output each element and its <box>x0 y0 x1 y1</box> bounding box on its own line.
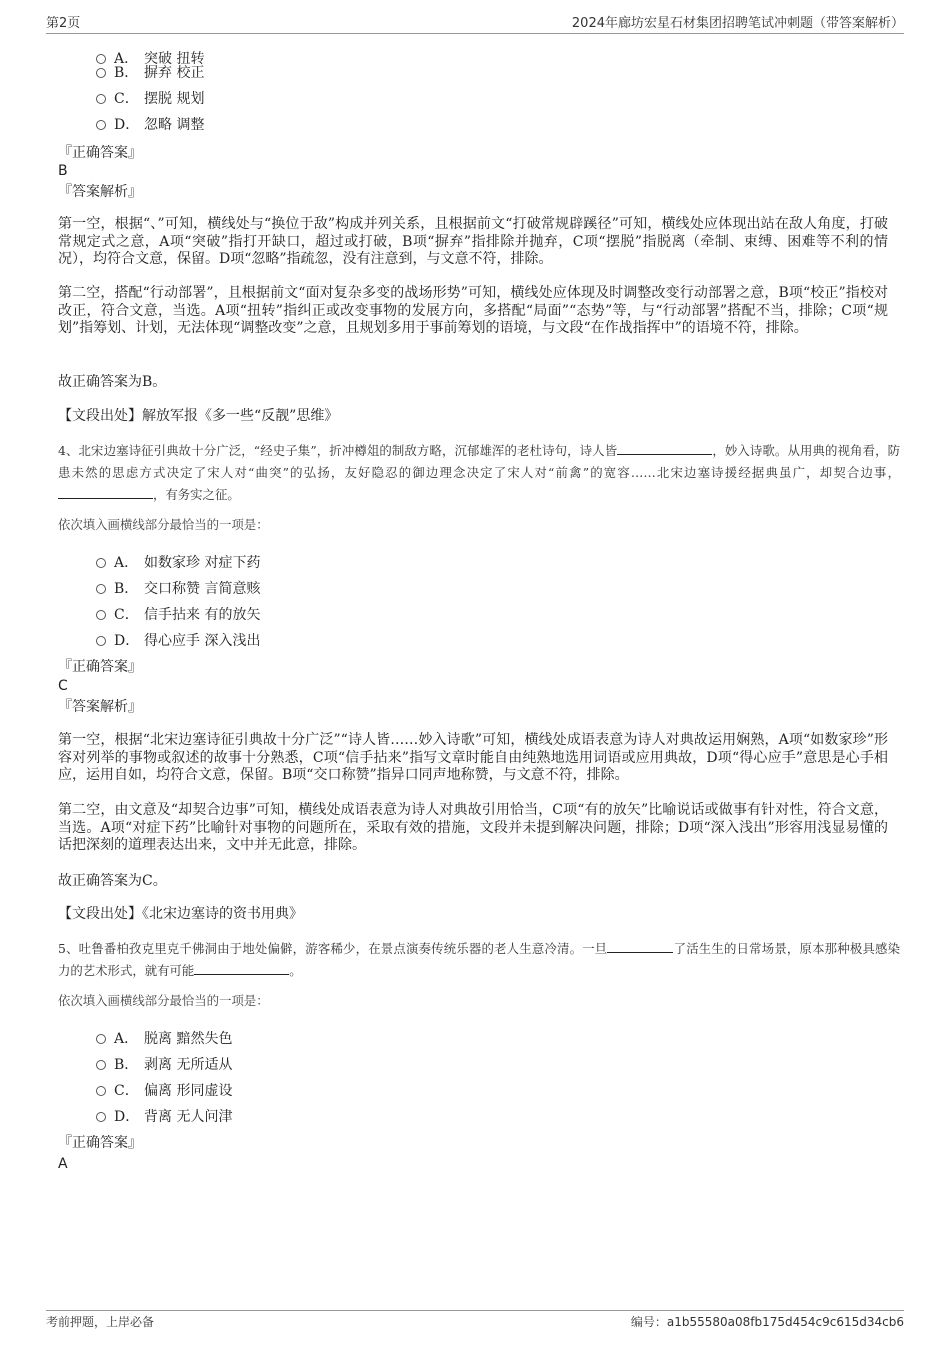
option-b[interactable]: B． 剥离 无所适从 <box>96 1056 232 1074</box>
question-5-text: 5、吐鲁番柏孜克里克千佛洞由于地处偏僻，游客稀少，在景点演奏传统乐器的老人生意冷清。一旦 了活生生的日常场景，原本那种极具感染力的艺术形式，就有可能 。 <box>58 941 901 978</box>
radio-icon[interactable] <box>96 54 106 64</box>
question-prompt: 依次填入画横线部分最恰当的一项是： <box>58 517 269 532</box>
radio-icon[interactable] <box>96 94 106 104</box>
conclusion: 故正确答案为B。 <box>58 374 167 390</box>
page-number: 第2页 <box>46 16 81 31</box>
analysis-paragraph-1: 第一空，根据“、”可知，横线处与“换位于敌”构成并列关系，且根据前文“打破常规辟蹊径”可知，横线处应体现出站在敌人角度，打破常规定式之意，A项“突破”指打开缺口，超过或打破，B项“摒弃”指排除并抛弃，C项“摆脱”指脱离（牵制、束缚、困难等不利的情况），均符合文意，保留。D项“忽略”指疏忽，没有注意到，与文意不符，排除。 <box>58 216 888 267</box>
option-c[interactable]: C． 摆脱 规划 <box>96 90 204 108</box>
answer-label: 『正确答案』 <box>58 1135 142 1151</box>
option-c[interactable]: C． 信手拈来 有的放矢 <box>96 606 260 624</box>
radio-icon[interactable] <box>96 1112 106 1122</box>
source-citation: 【文段出处】解放军报《多一些“反靓”思维》 <box>58 408 339 424</box>
correct-answer: B <box>58 163 68 179</box>
option-a[interactable]: A． 突破 扭转 <box>96 50 204 68</box>
header-divider <box>46 33 904 34</box>
document-title: 2024年廊坊宏星石材集团招聘笔试冲刺题（带答案解析） <box>571 16 904 31</box>
conclusion: 故正确答案为C。 <box>58 873 167 889</box>
option-d[interactable]: D． 得心应手 深入浅出 <box>96 632 260 650</box>
option-a[interactable]: A． 脱离 黯然失色 <box>96 1030 232 1048</box>
analysis-label: 『答案解析』 <box>58 699 142 715</box>
correct-answer: A <box>58 1156 68 1172</box>
radio-icon[interactable] <box>96 584 106 594</box>
analysis-paragraph-2: 第二空，由文意及“却契合边事”可知，横线处成语表意为诗人对典故引用恰当，C项“有的放矢”比喻说话或做事有针对性，符合文意，当选。A项“对症下药”比喻针对事物的问题所在，采取有效的措施，文段并未提到解决问题，排除；D项“深入浅出”形容用浅显易懂的话把深刻的道理表达出来，文中并无此意，排除。 <box>58 802 888 853</box>
option-c[interactable]: C． 偏离 形同虚设 <box>96 1082 232 1100</box>
radio-icon[interactable] <box>96 120 106 130</box>
question-prompt: 依次填入画横线部分最恰当的一项是： <box>58 993 269 1008</box>
option-a[interactable]: A． 如数家珍 对症下药 <box>96 554 260 572</box>
answer-label: 『正确答案』 <box>58 659 142 675</box>
fill-blank <box>58 486 153 499</box>
question-4-text: 4、北宋边塞诗征引典故十分广泛，“经史子集”，折冲樽俎的制敌方略，沉郁雄浑的老杜诗句，诗人皆 ，妙入诗歌。从用典的视角看，防患未然的思虑方式决定了宋人对“曲突”的弘扬，友好隐忍的御边理念决定了宋人对“前禽”的宽容……北宋边塞诗援经据典虽广，却契合边事，，有务实之征。 <box>58 443 900 502</box>
correct-answer: C <box>58 678 68 694</box>
fill-blank <box>194 962 289 975</box>
option-b[interactable]: B． 摒弃 校正 <box>96 64 204 82</box>
radio-icon[interactable] <box>96 558 106 568</box>
option-d[interactable]: D． 忽略 调整 <box>96 116 204 134</box>
radio-icon[interactable] <box>96 1034 106 1044</box>
document-id: 编号：a1b55580a08fb175d454c9c615d34cb6 <box>630 1315 904 1329</box>
answer-label: 『正确答案』 <box>58 145 142 161</box>
radio-icon[interactable] <box>96 610 106 620</box>
fill-blank <box>607 940 673 953</box>
fill-blank <box>617 442 712 455</box>
radio-icon[interactable] <box>96 1060 106 1070</box>
radio-icon[interactable] <box>96 1086 106 1096</box>
footer-divider <box>46 1310 904 1311</box>
analysis-paragraph-2: 第二空，搭配“行动部署”，且根据前文“面对复杂多变的战场形势”可知，横线处应体现及时调整改变行动部署之意，B项“校正”指校对改正，符合文意，当选。A项“扭转”指纠正或改变事物的发展方向，多搭配“局面”“态势”等，与“行动部署”搭配不当，排除；C项“规划”指筹划、计划，无法体现“调整改变”之意，且规划多用于事前筹划的语境，与文段“在作战指挥中”的语境不符，排除。 <box>58 285 888 336</box>
option-b[interactable]: B． 交口称赞 言简意赅 <box>96 580 260 598</box>
option-d[interactable]: D． 背离 无人问津 <box>96 1108 232 1126</box>
radio-icon[interactable] <box>96 636 106 646</box>
radio-icon[interactable] <box>96 68 106 78</box>
analysis-label: 『答案解析』 <box>58 184 142 200</box>
footer-slogan: 考前押题，上岸必备 <box>46 1315 155 1329</box>
source-citation: 【文段出处】《北宋边塞诗的资书用典》 <box>58 906 303 922</box>
analysis-paragraph-1: 第一空，根据“北宋边塞诗征引典故十分广泛”“诗人皆……妙入诗歌”可知，横线处成语表意为诗人对典故运用娴熟，A项“如数家珍”形容对列举的事物或叙述的故事十分熟悉，C项“信手拈来”指写文章时能自由纯熟地选用词语或应用典故，D项“得心应手”意思是心手相应，运用自如，均符合文意，保留。B项“交口称赞”指异口同声地称赞，与文意不符，排除。 <box>58 732 888 783</box>
